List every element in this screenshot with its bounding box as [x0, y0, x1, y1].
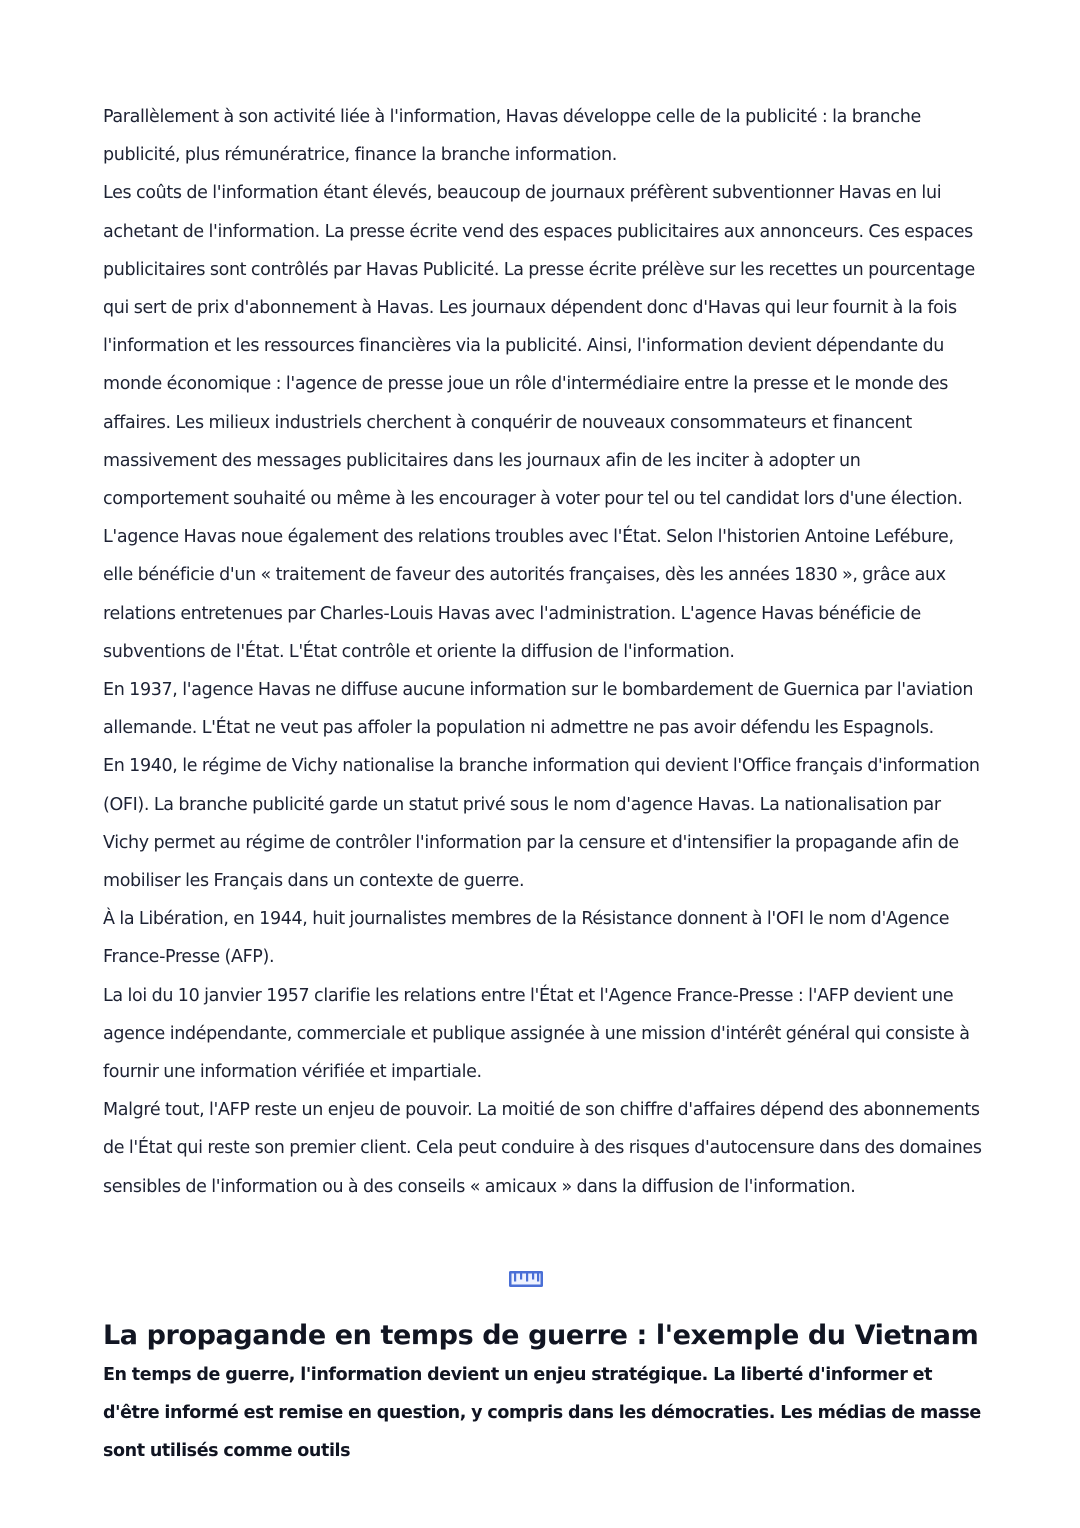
document-page: [103, 98, 983, 1471]
body-text: [103, 98, 983, 1206]
paragraph-liberation: À la Libération, en 1944, huit journalistes membres de la Résistance donnent à l'OFI le nom d'Agence France-Presse (AFP).: [103, 909, 950, 968]
paragraph-loi-1957: La loi du 10 janvier 1957 clarifie les relations entre l'État et l'Agence France-Presse : l'AFP devient une agence indépendante, commerciale et publique assignée à une mission d'intérêt général qui consiste à fournir une information vérifiée et impartiale.: [103, 985, 970, 1083]
section-title: La propagande en temps de guerre : l'exemple du Vietnam: [103, 1319, 979, 1351]
section-intro-text: En temps de guerre, l'information devient un enjeu stratégique. La liberté d'informer et d'être informé est remise en question, y compris dans les démocraties. Les médias de masse sont utilisés comme outils: [103, 1364, 981, 1462]
section-divider: [103, 1258, 983, 1316]
ruler-divider-icon: [508, 1268, 544, 1290]
paragraph-relations-etat: L'agence Havas noue également des relations troubles avec l'État. Selon l'historien Antoine Lefébure, elle bénéficie d'un « traitement de faveur des autorités françaises, dès les années 1830 », grâce aux relations entretenues par Charles-Louis Havas avec l'administration. L'agence Havas bénéficie de subventions de l'État. L'État contrôle et oriente la diffusion de l'information.: [103, 527, 954, 662]
paragraph-vichy: En 1940, le régime de Vichy nationalise la branche information qui devient l'Office français d'information (OFI). La branche publicité garde un statut privé sous le nom d'agence Havas. La nationalisation par Vichy permet au régime de contrôler l'information par la censure et d'intensifier la propagande afin de mobiliser les Français dans un contexte de guerre.: [103, 756, 980, 892]
paragraph-couts-information: Les coûts de l'information étant élevés, beaucoup de journaux préfèrent subventionner Havas en lui achetant de l'information. La presse écrite vend des espaces publicitaires aux annonceurs. Ces espaces publicitaires sont contrôlés par Havas Publicité. La presse écrite prélève sur les recettes un pourcentage qui sert de prix d'abonnement à Havas. Les journaux dépendent donc d'Havas qui leur fournit à la fois l'information et les ressources financières via la publicité. Ainsi, l'information devient dépendante du monde économique : l'agence de presse joue un rôle d'intermédiaire entre la presse et le monde des affaires. Les milieux industriels cherchent à conquérir de nouveaux consommateurs et financent massivement des messages publicitaires dans les journaux afin de les inciter à adopter un comportement souhaité ou même à les encourager à voter pour tel ou tel candidat lors d'une élection.: [103, 183, 975, 510]
paragraph-guernica: En 1937, l'agence Havas ne diffuse aucune information sur le bombardement de Guernica par l'aviation allemande. L'État ne veut pas affoler la population ni admettre ne pas avoir défendu les Espagnols.: [103, 680, 974, 739]
section-intro: [103, 1356, 983, 1471]
paragraph-enjeu-pouvoir: Malgré tout, l'AFP reste un enjeu de pouvoir. La moitié de son chiffre d'affaires dépend des abonnements de l'État qui reste son premier client. Cela peut conduire à des risques d'autocensure dans des domaines sensibles de l'information ou à des conseils « amicaux » dans la diffusion de l'information.: [103, 1100, 982, 1197]
paragraph-havas-publicite: Parallèlement à son activité liée à l'information, Havas développe celle de la publicité : la branche publicité, plus rémunératrice, finance la branche information.: [103, 107, 921, 166]
